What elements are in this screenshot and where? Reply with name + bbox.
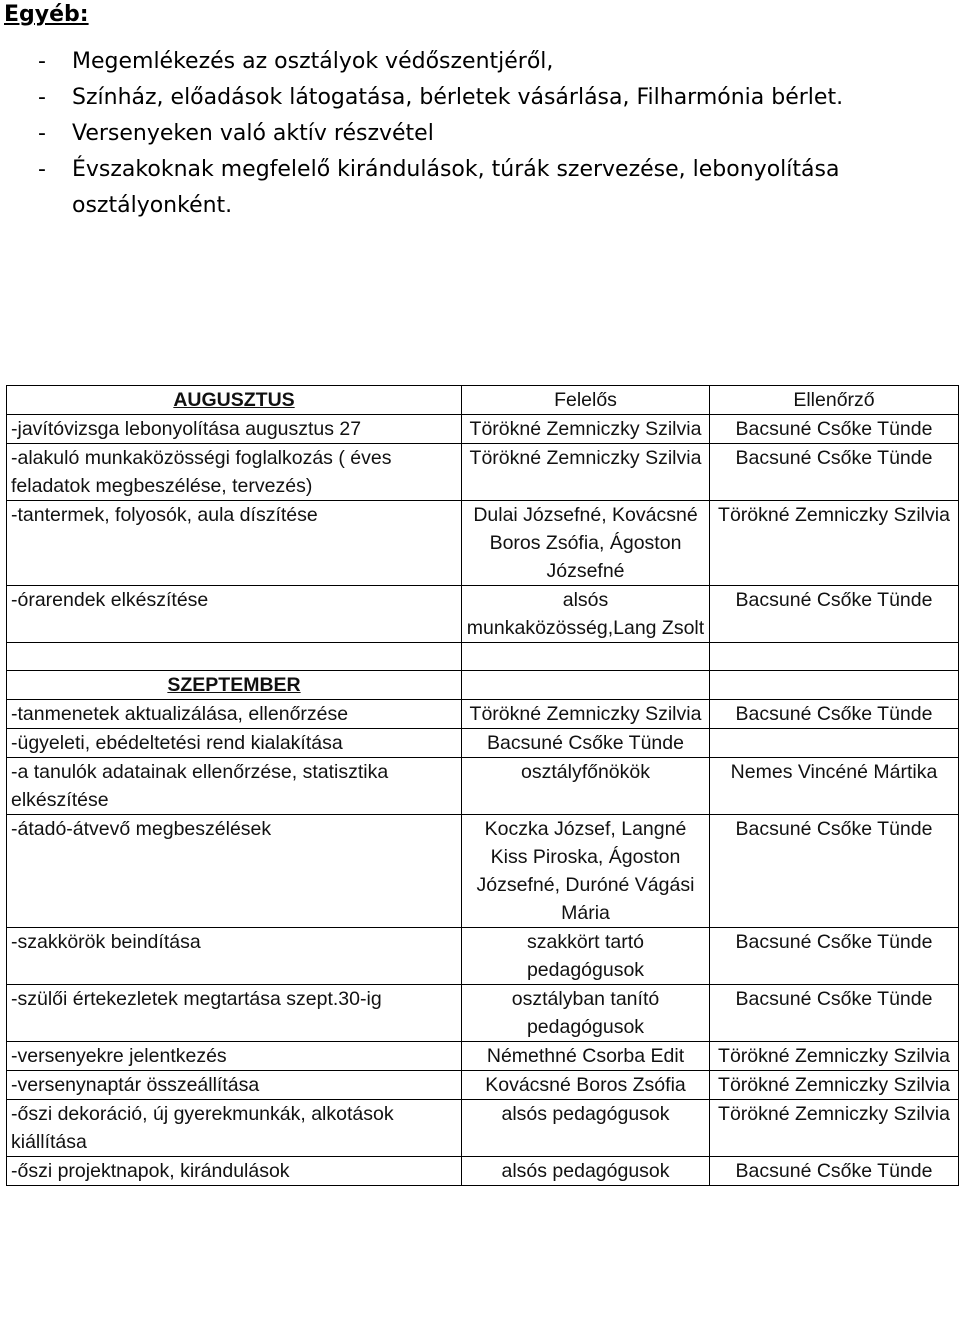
task-cell: -őszi projektnapok, kirándulások xyxy=(7,1157,462,1186)
bullet-dash: - xyxy=(38,49,46,74)
list-item xyxy=(38,116,938,152)
section-heading: Egyéb: xyxy=(4,2,89,27)
table-row xyxy=(7,815,959,928)
responsible-cell: Koczka József, Langné Kiss Piroska, Ágoston Józsefné, Duróné Vágási Mária xyxy=(462,815,710,928)
responsible-cell: osztályban tanító pedagógusok xyxy=(462,985,710,1042)
checker-cell: Törökné Zemniczky Szilvia xyxy=(710,1071,959,1100)
responsible-cell: Törökné Zemniczky Szilvia xyxy=(462,444,710,501)
table-row xyxy=(7,985,959,1042)
responsible-cell: alsós pedagógusok xyxy=(462,1100,710,1157)
checker-cell: Bacsuné Csőke Tünde xyxy=(710,415,959,444)
responsible-cell: osztályfőnökök xyxy=(462,758,710,815)
bullet-dash: - xyxy=(38,157,46,182)
checker-cell: Bacsuné Csőke Tünde xyxy=(710,700,959,729)
empty-cell xyxy=(710,643,959,671)
empty-cell xyxy=(462,643,710,671)
table-row xyxy=(7,729,959,758)
column-header-felelos: Felelős xyxy=(462,386,710,415)
table-row xyxy=(7,1071,959,1100)
schedule-table xyxy=(6,385,959,1186)
table-row xyxy=(7,928,959,985)
task-cell: -szülői értekezletek megtartása szept.30-ig xyxy=(7,985,462,1042)
bullet-dash: - xyxy=(38,85,46,110)
checker-cell: Törökné Zemniczky Szilvia xyxy=(710,1042,959,1071)
table-row xyxy=(7,444,959,501)
activity-list xyxy=(38,44,938,224)
responsible-cell: szakkört tartó pedagógusok xyxy=(462,928,710,985)
responsible-cell: alsós munkaközösség,Lang Zsolt xyxy=(462,586,710,643)
task-cell: -tantermek, folyosók, aula díszítése xyxy=(7,501,462,586)
task-cell: -versenynaptár összeállítása xyxy=(7,1071,462,1100)
task-cell: -szakkörök beindítása xyxy=(7,928,462,985)
responsible-cell: alsós pedagógusok xyxy=(462,1157,710,1186)
task-cell: -őszi dekoráció, új gyerekmunkák, alkotások kiállítása xyxy=(7,1100,462,1157)
checker-cell: Bacsuné Csőke Tünde xyxy=(710,928,959,985)
table-row xyxy=(7,415,959,444)
checker-cell: Bacsuné Csőke Tünde xyxy=(710,1157,959,1186)
responsible-cell: Törökné Zemniczky Szilvia xyxy=(462,415,710,444)
list-item-text: Színház, előadások látogatása, bérletek vásárlása, Filharmónia bérlet. xyxy=(72,85,844,110)
list-item-text: Versenyeken való aktív részvétel xyxy=(72,121,434,146)
table-row xyxy=(7,700,959,729)
task-cell: -átadó-átvevő megbeszélések xyxy=(7,815,462,928)
month-heading-august: AUGUSZTUS xyxy=(7,386,462,415)
table-row xyxy=(7,1157,959,1186)
task-cell: -órarendek elkészítése xyxy=(7,586,462,643)
table-row xyxy=(7,586,959,643)
table-row xyxy=(7,758,959,815)
responsible-cell: Dulai Józsefné, Kovácsné Boros Zsófia, Ágoston Józsefné xyxy=(462,501,710,586)
list-item xyxy=(38,80,938,116)
month-heading-september: SZEPTEMBER xyxy=(7,671,462,700)
list-item xyxy=(38,152,938,224)
checker-cell: Bacsuné Csőke Tünde xyxy=(710,586,959,643)
table-header-row xyxy=(7,386,959,415)
responsible-cell: Bacsuné Csőke Tünde xyxy=(462,729,710,758)
checker-cell: Bacsuné Csőke Tünde xyxy=(710,815,959,928)
checker-cell: Törökné Zemniczky Szilvia xyxy=(710,1100,959,1157)
list-item-text: Évszakoknak megfelelő kirándulások, túrák szervezése, lebonyolítása osztályonként. xyxy=(72,157,840,218)
column-header-ellenorzo: Ellenőrző xyxy=(710,386,959,415)
checker-cell: Bacsuné Csőke Tünde xyxy=(710,444,959,501)
table-spacer-row xyxy=(7,643,959,671)
task-cell: -ügyeleti, ebédeltetési rend kialakítása xyxy=(7,729,462,758)
table-row xyxy=(7,1100,959,1157)
task-cell: -alakuló munkaközösségi foglalkozás ( éves feladatok megbeszélése, tervezés) xyxy=(7,444,462,501)
empty-cell xyxy=(462,671,710,700)
table-row xyxy=(7,1042,959,1071)
checker-cell: Törökné Zemniczky Szilvia xyxy=(710,501,959,586)
responsible-cell: Törökné Zemniczky Szilvia xyxy=(462,700,710,729)
list-item-text: Megemlékezés az osztályok védőszentjéről, xyxy=(72,49,554,74)
task-cell: -a tanulók adatainak ellenőrzése, statisztika elkészítése xyxy=(7,758,462,815)
responsible-cell: Némethné Csorba Edit xyxy=(462,1042,710,1071)
month-heading-row xyxy=(7,671,959,700)
checker-cell: Nemes Vincéné Mártika xyxy=(710,758,959,815)
list-item xyxy=(38,44,938,80)
task-cell: -javítóvizsga lebonyolítása augusztus 27 xyxy=(7,415,462,444)
checker-cell xyxy=(710,729,959,758)
empty-cell xyxy=(7,643,462,671)
task-cell: -versenyekre jelentkezés xyxy=(7,1042,462,1071)
checker-cell: Bacsuné Csőke Tünde xyxy=(710,985,959,1042)
table-row xyxy=(7,501,959,586)
bullet-dash: - xyxy=(38,121,46,146)
task-cell: -tanmenetek aktualizálása, ellenőrzése xyxy=(7,700,462,729)
empty-cell xyxy=(710,671,959,700)
responsible-cell: Kovácsné Boros Zsófia xyxy=(462,1071,710,1100)
